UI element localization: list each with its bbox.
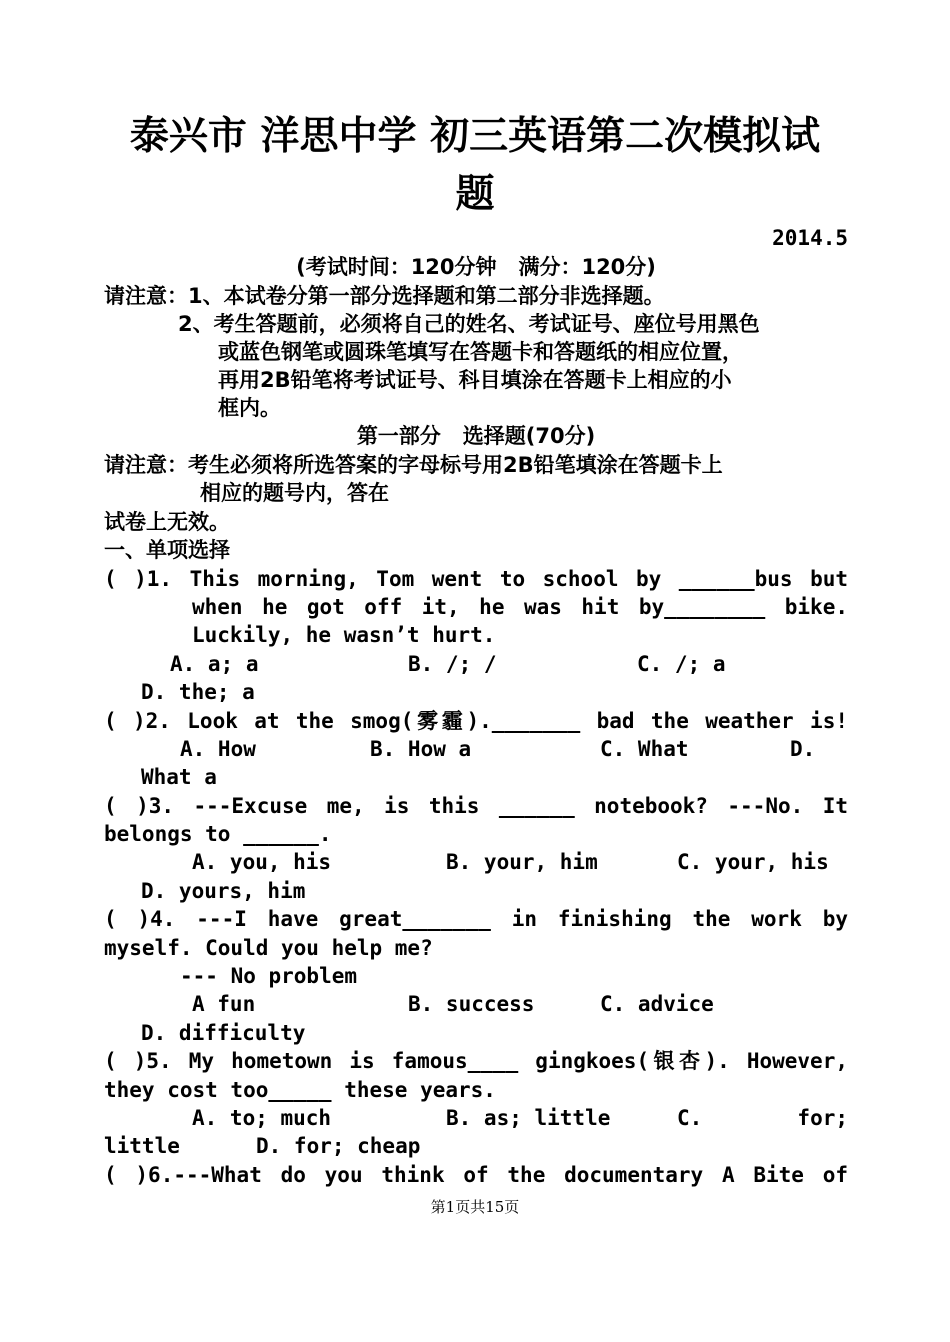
q1-stem-line3: Luckily, he wasn’t hurt. [192,623,496,647]
exam-date: 2014.5 [772,226,848,250]
q4-option-c: C. advice [600,992,714,1016]
q5-option-a: A. to; much [192,1106,332,1130]
q1-option-c: C. /; a [637,652,726,676]
q6-stem-line1: ( )6.---What do you think of the documentary A Bite of [104,1163,848,1187]
notice-2-line1: 请注意：考生必须将所选答案的字母标号用2B铅笔填涂在答题卡上 [104,453,723,477]
exam-title-line2: 题 [455,172,495,217]
q1-option-a: A. a; a [170,652,259,676]
q4-stem-line3: --- No problem [180,964,358,988]
notice-2-line2: 相应的题号内，答在 [200,481,389,505]
q3-stem-line1: ( )3. ---Excuse me, is this ______ notebook? ---No. It [104,794,848,818]
q1-stem-line1: ( )1. This morning, Tom went to school by ______bus but [104,567,848,591]
q1-option-b: B. /; / [408,652,497,676]
q4-option-d: D. difficulty [141,1021,306,1045]
exam-title-line1: 泰兴市 洋思中学 初三英语第二次模拟试 [129,114,821,159]
q2-option-d-label: D. [790,737,816,761]
page-footer: 第1页共15页 [430,1198,520,1216]
q2-option-c: C. What [600,737,689,761]
q3-option-a: A. you, his [192,850,332,874]
q4-stem-line1: ( )4. ---I have great_______ in finishing the work by [104,907,848,931]
q2-option-a: A. How [180,737,256,761]
exam-info: (考试时间：120分钟 满分：120分) [296,255,656,279]
q4-option-b: B. success [408,992,535,1016]
notice-1-line1: 请注意：1、本试卷分第一部分选择题和第二部分非选择题。 [104,284,665,308]
notice-1-line2: 2、考生答题前，必须将自己的姓名、考试证号、座位号用黑色 [178,312,760,336]
q1-option-d: D. the; a [141,680,255,704]
notice-1-line5: 框内。 [218,396,281,420]
notice-1-line3: 或蓝色钢笔或圆珠笔填写在答题卡和答题纸的相应位置， [218,340,743,364]
q5-option-d: D. for; cheap [256,1134,421,1158]
q5-option-c-label: C. [677,1106,703,1130]
q4-stem-line2: myself. Could you help me? [104,936,433,960]
q5-option-c-cont: little [104,1134,180,1158]
q2-stem-line1: ( )2. Look at the smog(雾霾)._______ bad the weather is! [104,709,848,733]
q2-option-b: B. How a [370,737,472,761]
q3-option-d: D. yours, him [141,879,306,903]
q4-option-a: A fun [192,992,256,1016]
q5-stem-line1: ( )5. My hometown is famous____ gingkoes(银杏). However, [104,1049,848,1073]
q5-option-c: for; [797,1106,848,1130]
q3-option-b: B. your, him [446,850,598,874]
notice-2-line3: 试卷上无效。 [104,510,230,534]
part1-heading: 第一部分 选择题(70分) [356,424,596,448]
section1-heading: 一、单项选择 [104,538,230,562]
q5-stem-line2: they cost too_____ these years. [104,1078,496,1102]
notice-1-line4: 再用2B铅笔将考试证号、科目填涂在答题卡上相应的小 [218,368,732,392]
q3-option-c: C. your, his [677,850,829,874]
q2-option-d: What a [141,765,217,789]
q1-stem-line2: when he got off it, he was hit by________ bike. [192,595,848,619]
q5-option-b: B. as; little [446,1106,611,1130]
q3-stem-line2: belongs to ______. [104,822,332,846]
